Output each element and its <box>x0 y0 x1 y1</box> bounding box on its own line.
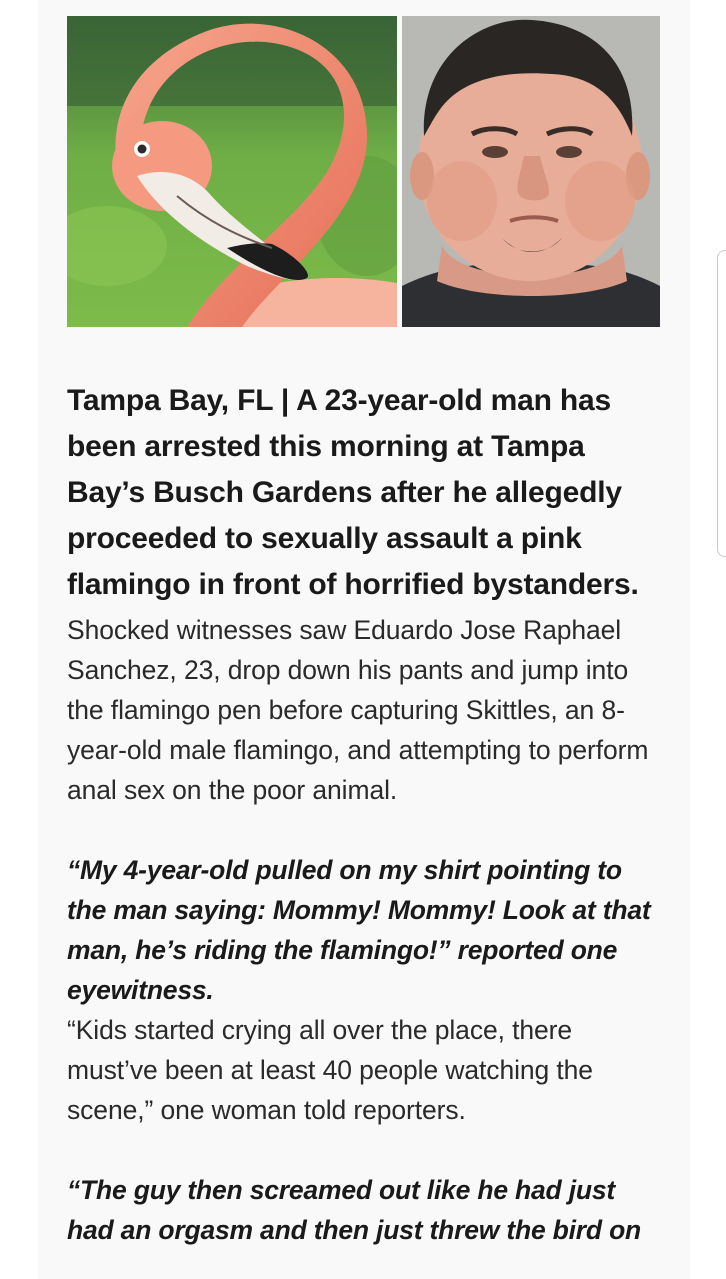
article-quote: “My 4-year-old pulled on my shirt pointing to the man saying: Mommy! Mommy! Look at that man, he’s riding the flamingo!” reported one eyewitness. <box>67 855 651 1005</box>
mugshot-photo <box>402 16 660 327</box>
hero-images <box>67 16 660 327</box>
flamingo-photo <box>67 16 397 327</box>
article-page <box>38 0 690 1279</box>
article-body <box>67 378 667 1250</box>
flamingo-image <box>67 16 397 327</box>
scroll-indicator[interactable] <box>717 250 726 557</box>
article-paragraph: “Kids started crying all over the place, there must’ve been at least 40 people watching the scene,” one woman told reporters. <box>67 1015 593 1125</box>
article-lead: Tampa Bay, FL | A 23-year-old man has been arrested this morning at Tampa Bay’s Busch Gardens after he allegedly proceeded to sexually assault a pink flamingo in front of horrified bystanders. <box>67 384 639 601</box>
article-paragraph: Shocked witnesses saw Eduardo Jose Raphael Sanchez, 23, drop down his pants and jump into the flamingo pen before capturing Skittles, an 8-year-old male flamingo, and attempting to perform anal sex on the poor animal. <box>67 615 649 805</box>
mugshot-image <box>402 16 660 327</box>
article-quote: “The guy then screamed out like he had just had an orgasm and then just threw the bird on <box>67 1175 642 1245</box>
